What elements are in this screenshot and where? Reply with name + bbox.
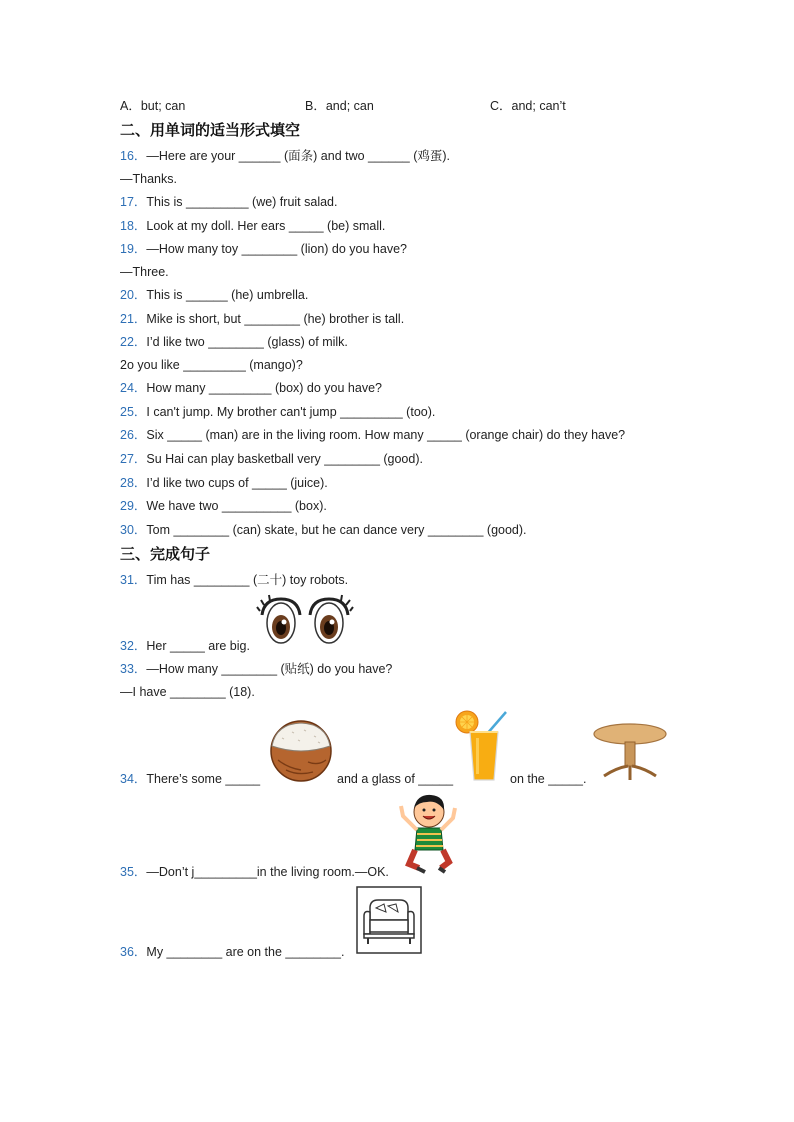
question-17 [120, 194, 337, 210]
round-table-icon [592, 722, 668, 784]
question-number: 24． [120, 381, 147, 395]
question-32 [120, 638, 250, 654]
question-20 [120, 287, 308, 303]
question-text: —Here are your ______ (面条) and two ______ (鸡蛋). [146, 149, 451, 163]
question-28 [120, 475, 328, 491]
question-number: 33． [120, 662, 147, 676]
question-text: Su Hai can play basketball very ________ (good). [146, 452, 423, 466]
question-25 [120, 404, 435, 420]
option-c: C．and; can’t [490, 99, 566, 113]
question-16 [120, 148, 450, 164]
armchair-icon [356, 886, 422, 954]
orange-juice-icon [454, 708, 512, 784]
question-31 [120, 572, 348, 588]
question-text: Mike is short, but ________ (he) brother is tall. [146, 312, 405, 326]
rice-bowl-icon [268, 720, 334, 782]
question-number: 30． [120, 523, 147, 537]
question-18 [120, 218, 385, 234]
question-number: 20． [120, 288, 147, 302]
question-number: 32． [120, 639, 147, 653]
question-text: —Don’t j_________in the living room.—OK. [146, 865, 389, 879]
question-33 [120, 661, 392, 677]
question-number: 19． [120, 242, 147, 256]
question-number: 22． [120, 335, 147, 349]
question-number: 17． [120, 195, 147, 209]
question-24 [120, 380, 382, 396]
question-33-reply: —I have ________ (18). [120, 685, 255, 699]
question-34-part3: on the _____. [510, 772, 587, 786]
question-number: 18． [120, 219, 147, 233]
question-text: I’d like two cups of _____ (juice). [146, 476, 328, 490]
question-number: 16． [120, 149, 147, 163]
question-text: I can't jump. My brother can't jump _________ (too). [146, 405, 436, 419]
section-3-title: 三、完成句子 [120, 545, 211, 563]
question-number: 34． [120, 772, 147, 786]
question-19-reply: —Three. [120, 265, 169, 279]
question-text: My ________ are on the ________. [146, 945, 345, 959]
question-text: Tom ________ (can) skate, but he can dance very ________ (good). [146, 523, 527, 537]
question-text: There’s some _____ [146, 772, 261, 786]
question-26 [120, 427, 625, 443]
question-35 [120, 864, 389, 880]
question-number: 28． [120, 476, 147, 490]
question-27 [120, 451, 423, 467]
question-text: Six _____ (man) are in the living room. How many _____ (orange chair) do they have? [146, 428, 626, 442]
question-text: This is ______ (he) umbrella. [146, 288, 309, 302]
question-number: 27． [120, 452, 147, 466]
question-text: Tim has ________ (二十) toy robots. [146, 573, 349, 587]
question-number: 31． [120, 573, 147, 587]
question-text: How many _________ (box) do you have? [146, 381, 382, 395]
question-34 [120, 771, 260, 787]
question-22 [120, 334, 348, 350]
question-text: We have two __________ (box). [146, 499, 327, 513]
question-text: Look at my doll. Her ears _____ (be) small. [146, 219, 386, 233]
question-text: This is _________ (we) fruit salad. [146, 195, 338, 209]
question-number: 21． [120, 312, 147, 326]
question-23: 2o you like _________ (mango)? [120, 358, 303, 372]
question-29 [120, 498, 327, 514]
question-16-reply: —Thanks. [120, 172, 177, 186]
question-19 [120, 241, 407, 257]
question-21 [120, 311, 404, 327]
question-number: 36． [120, 945, 147, 959]
question-30 [120, 522, 527, 538]
question-36 [120, 944, 344, 960]
question-number: 25． [120, 405, 147, 419]
option-a: A．but; can [120, 99, 186, 113]
question-number: 29． [120, 499, 147, 513]
jumping-boy-icon [397, 792, 459, 876]
option-b: B．and; can [305, 99, 374, 113]
question-text: —How many toy ________ (lion) do you have? [146, 242, 407, 256]
question-text: I’d like two ________ (glass) of milk. [146, 335, 348, 349]
section-2-title: 二、用单词的适当形式填空 [120, 121, 301, 139]
question-number: 26． [120, 428, 147, 442]
eyes-icon [256, 593, 354, 649]
question-text: Her _____ are big. [146, 639, 250, 653]
question-number: 35． [120, 865, 147, 879]
question-34-part2: and a glass of _____ [337, 772, 454, 786]
question-text: —How many ________ (贴纸) do you have? [146, 662, 393, 676]
